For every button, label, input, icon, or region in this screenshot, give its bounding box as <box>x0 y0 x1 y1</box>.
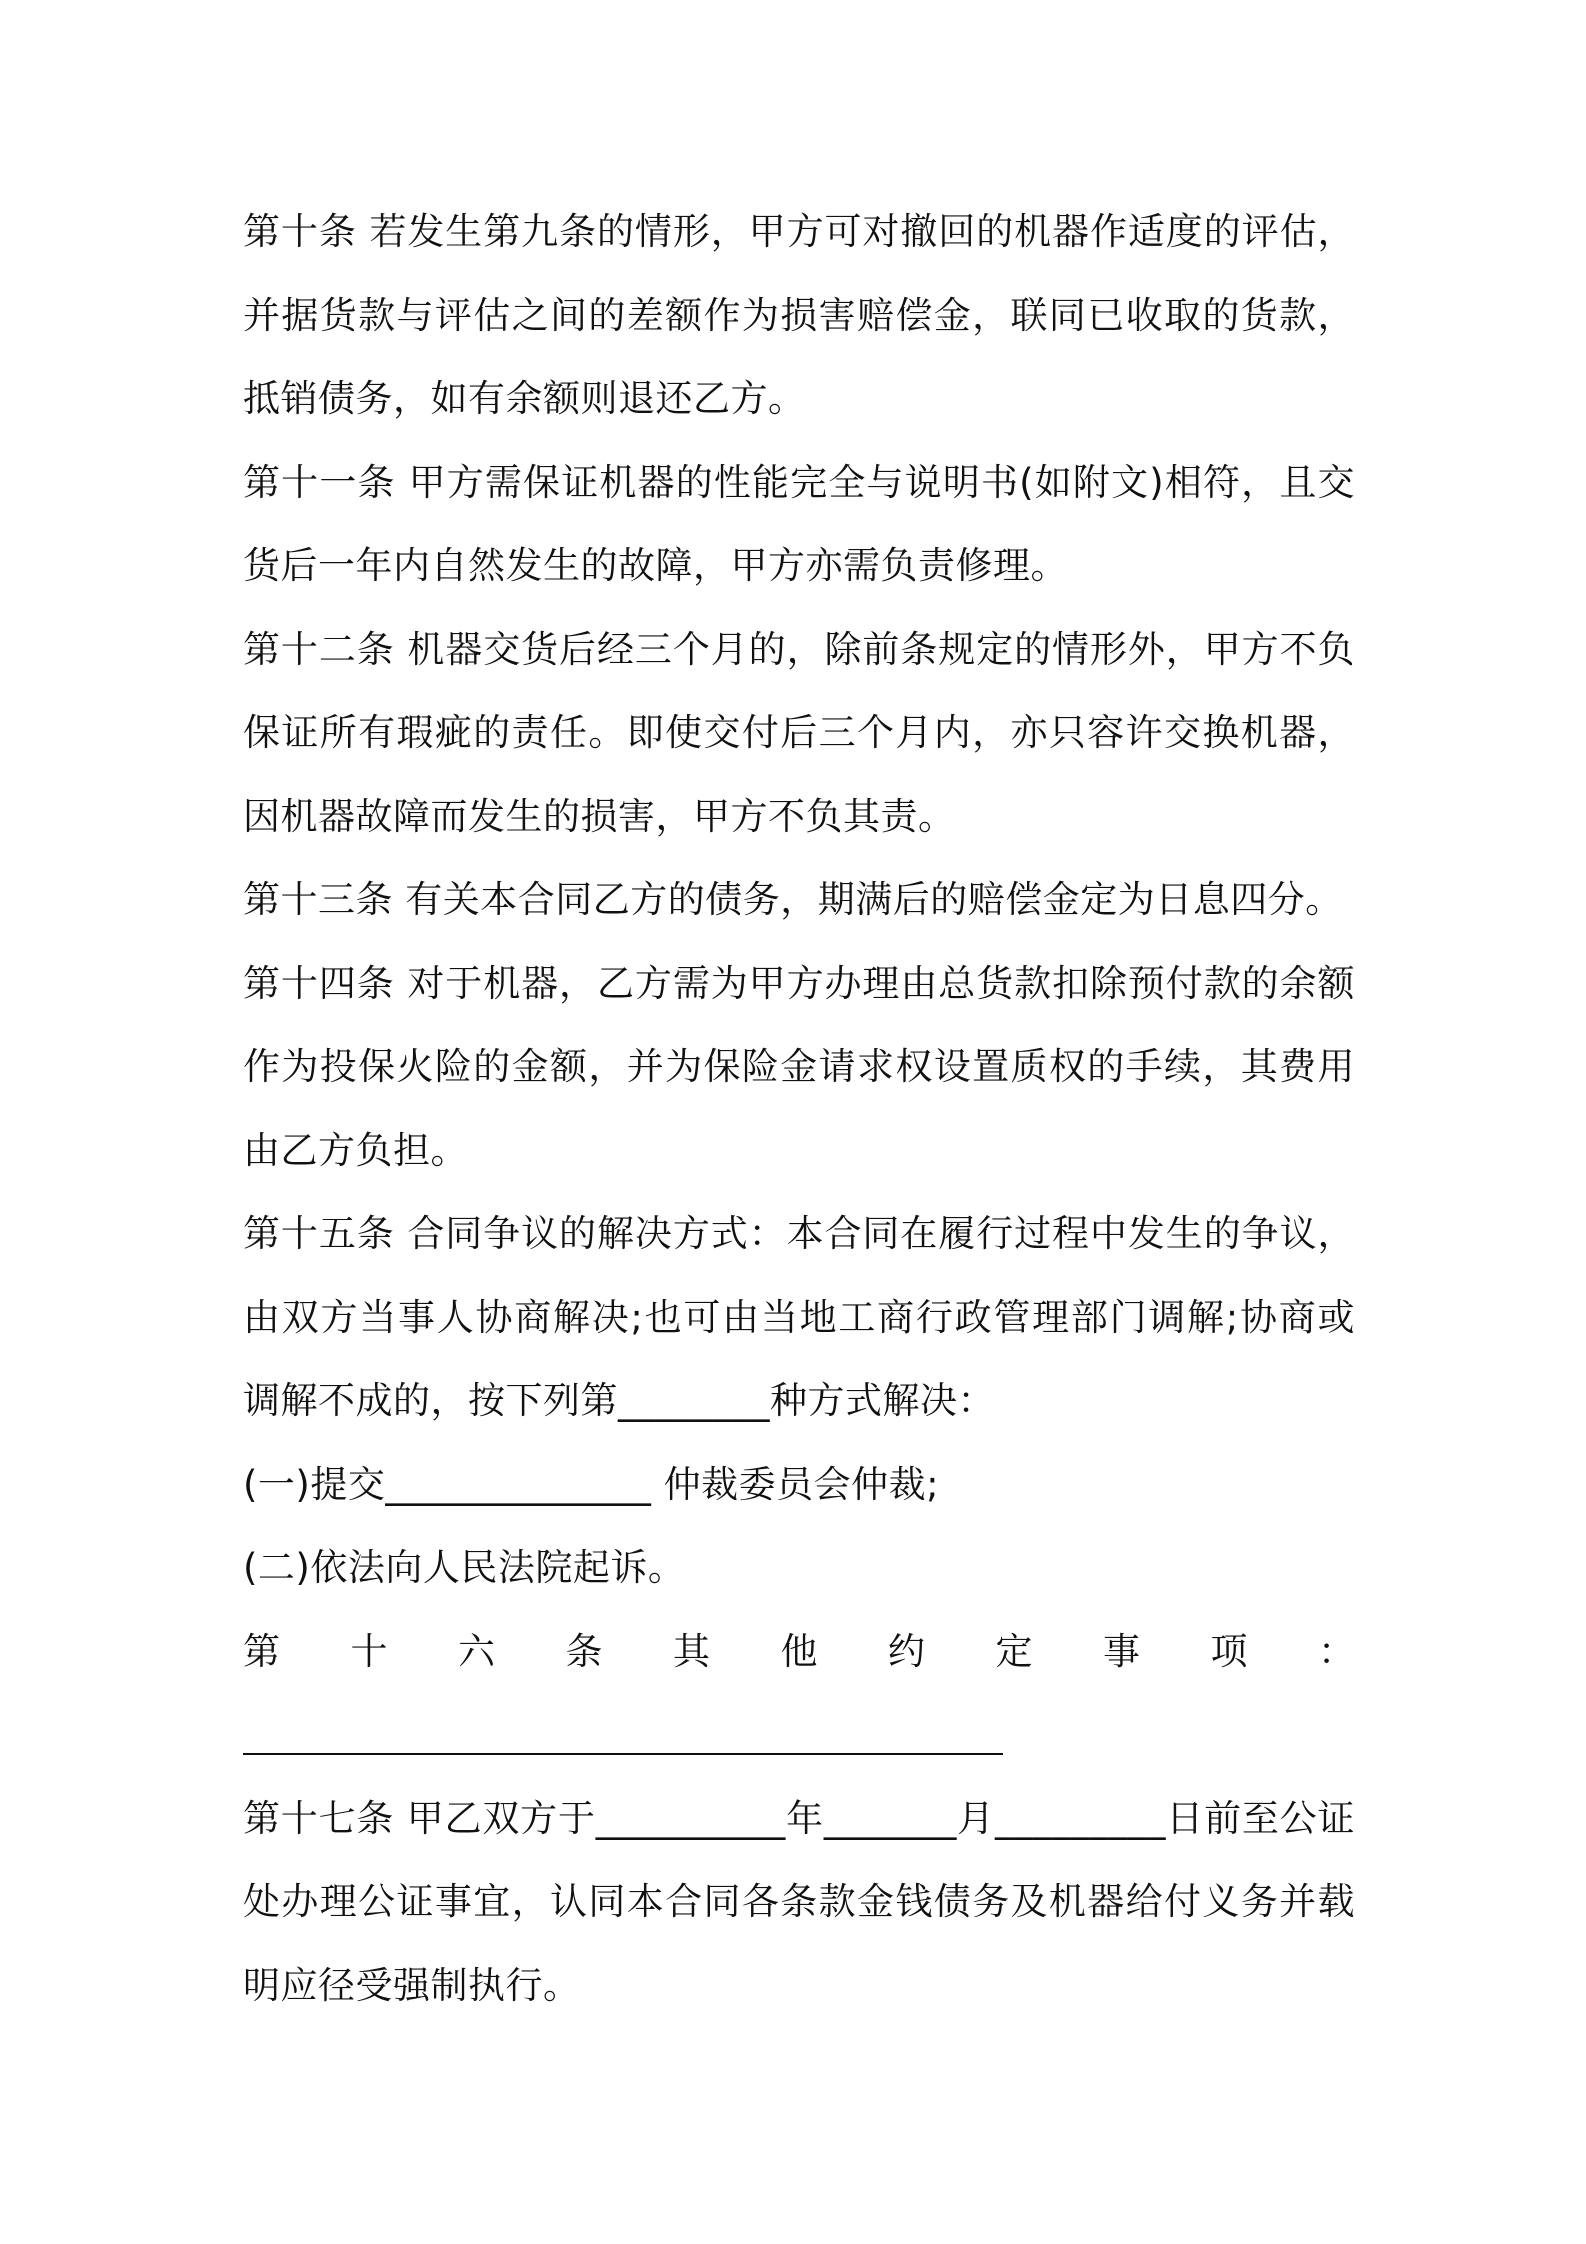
option-2: (二)依法向人民法院起诉。 <box>243 1546 686 1589</box>
option-1: (一)提交______________ 仲裁委员会仲裁; <box>243 1462 940 1506</box>
article-12: 第十二条 机器交货后经三个月的，除前条规定的情形外，甲方不负保证所有瑕疵的责任。即使交付后三个月内，亦只容许交换机器，因机器故障而发生的损害，甲方不负其责。 <box>243 627 1355 838</box>
article-17: 第十七条 甲乙双方于__________年_______月_________日前至公证处办理公证事宜，认同本合同各条款金钱债务及机器给付义务并载明应径受强制执行。 <box>243 1796 1355 2007</box>
fill-in-underline <box>243 1753 1003 1755</box>
article-16-blank <box>243 1693 1355 1777</box>
article-13: 第十三条 有关本合同乙方的债务，期满后的赔偿金定为日息四分。 <box>243 878 1343 921</box>
article-10: 第十条 若发生第九条的情形，甲方可对撤回的机器作适度的评估，并据货款与评估之间的差额作为损害赔偿金，联同已收取的货款，抵销债务，如有余额则退还乙方。 <box>243 210 1355 420</box>
article-14: 第十四条 对于机器，乙方需为甲方办理由总货款扣除预付款的余额作为投保火险的金额，并为保险金请求权设置质权的手续，其费用由乙方负担。 <box>243 961 1355 1172</box>
contract-body <box>243 190 1355 2027</box>
article-11: 第十一条 甲方需保证机器的性能完全与说明书(如附文)相符，且交货后一年内自然发生的故障，甲方亦需负责修理。 <box>243 460 1355 587</box>
article-16: 第 十 六 条 其 他 约 定 事 项 ： <box>243 1629 1355 1673</box>
article-15: 第十五条 合同争议的解决方式：本合同在履行过程中发生的争议，由双方当事人协商解决;也可由当地工商行政管理部门调解;协商或调解不成的，按下列第________种方式解决： <box>243 1212 1355 1422</box>
